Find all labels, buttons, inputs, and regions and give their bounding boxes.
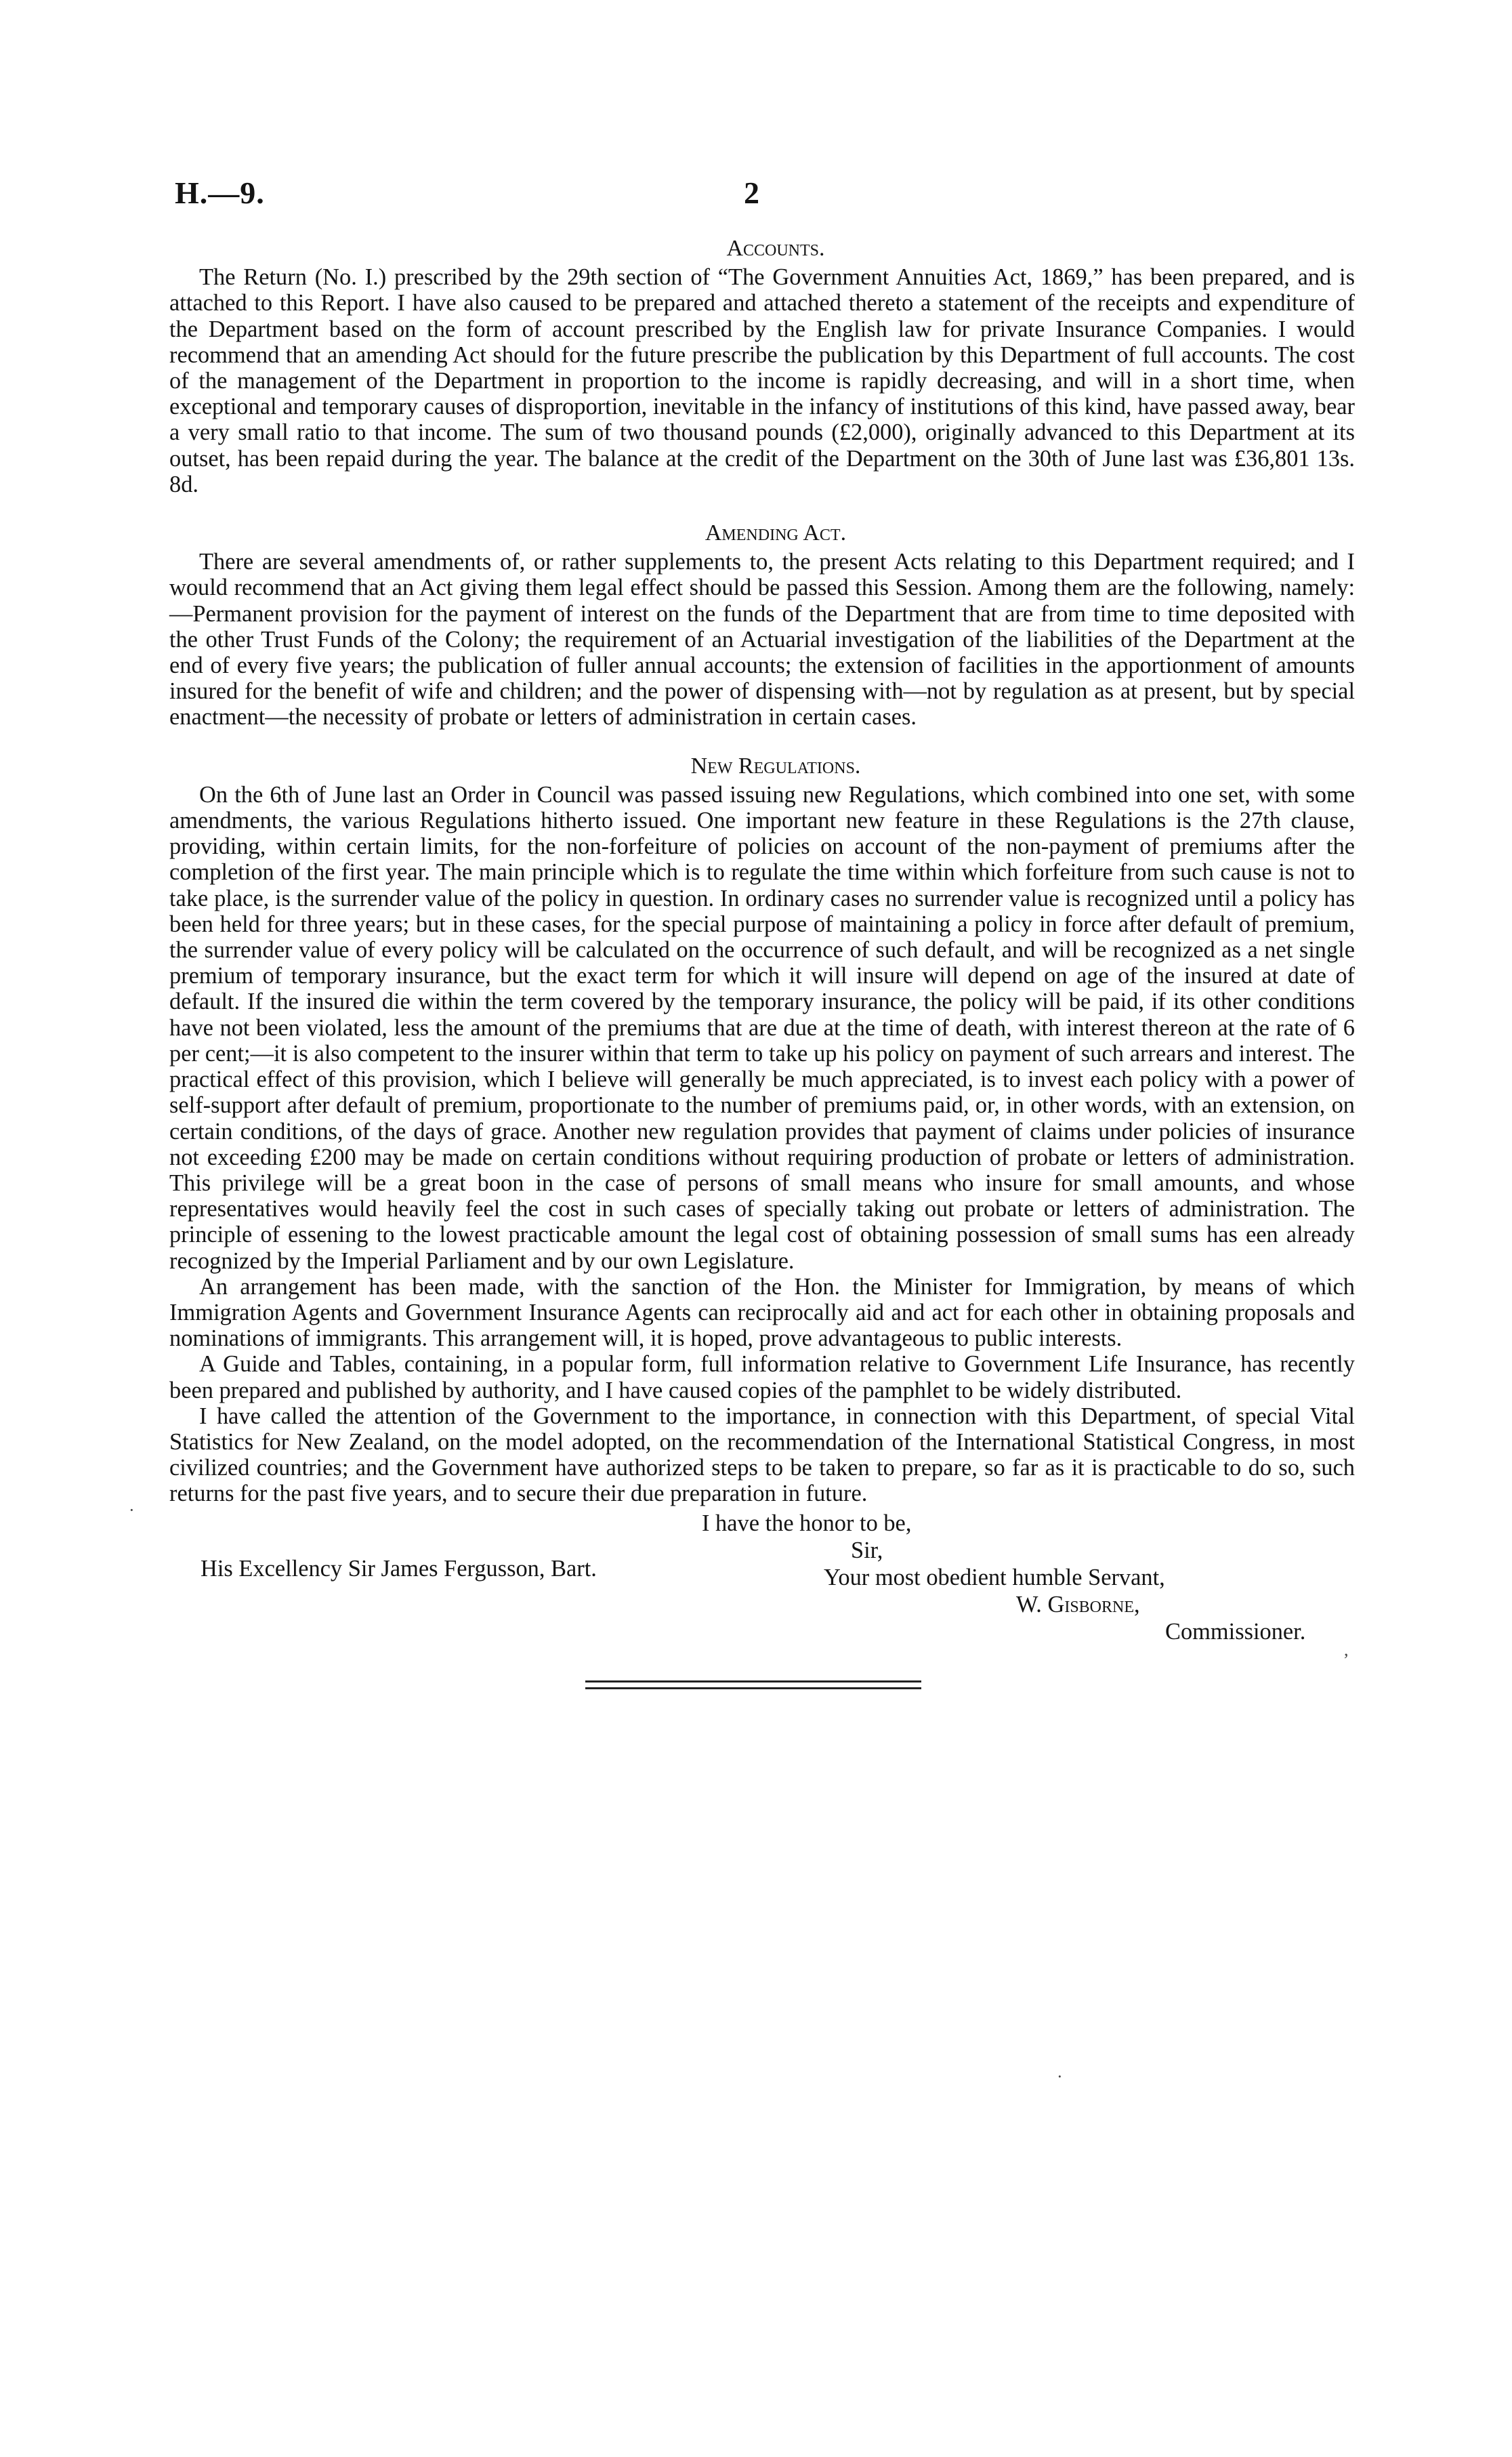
paragraph: A Guide and Tables, containing, in a popular form, full information relative to Government Life Insurance, has recently been prepared and published by authority, and I have caused copies of the pamphlet to be widely distributed. [169,1351,1355,1403]
parliamentary-paper-reference: H.—9. [175,176,265,210]
page-number: 2 [744,176,759,210]
closing-line: I have the honor to be, [702,1510,912,1536]
stray-mark: , [1344,1640,1349,1659]
end-rule [585,1680,921,1682]
stray-mark: · [1057,2067,1063,2086]
section-new-regulations [169,753,1355,1507]
section-amending-act [169,520,1355,730]
end-rule [585,1687,921,1689]
section-heading-amending-act: Amending Act. [705,520,847,546]
paragraph: There are several amendments of, or rather supplements to, the present Acts relating to this Department required; and I would recommend that an Act giving them legal effect should be passed this Session. Among them are the following, namely:—Permanent provision for the payment of interest on the funds of the Department that are from time to time deposited with the other Trust Funds of the Colony; the requirement of an Actuarial investigation of the liabilities of the Department at the end of every five years; the publication of fuller annual accounts; the extension of facilities in the apportionment of amounts insured for the benefit of wife and children; and the power of dispensing with—not by regulation as at present, but by special enactment—the necessity of probate or letters of administration in certain cases. [169,549,1355,730]
report-body [169,236,1355,1645]
addressee: His Excellency Sir James Fergusson, Bart. [201,1556,597,1582]
section-heading-accounts: Accounts. [726,236,825,261]
paragraph: An arrangement has been made, with the sanction of the Hon. the Minister for Immigration, by means of which Immigration Agents and Government Insurance Agents can reciprocally aid and act for each other in obtaining proposals and nominations of immigrants. This arrangement will, it is hoped, prove advantageous to public interests. [169,1273,1355,1352]
stray-mark: · [129,1500,135,1520]
closing-salutation: Sir, [851,1537,883,1563]
section-accounts [169,236,1355,497]
closing-line: Your most obedient humble Servant, [824,1564,1165,1590]
paragraph: I have called the attention of the Government to the importance, in connection with this Department, of special Vital Statistics for New Zealand, on the model adopted, on the recommendation of the International Statistical Congress, in most civilized countries; and the Government have authorized steps to be taken to prepare, so far as it is practicable to do so, such returns for the past five years, and to secure their due preparation in future. [169,1403,1355,1507]
paragraph: The Return (No. I.) prescribed by the 29th section of “The Government Annuities Act, 1869,” has been prepared, and is attached to this Report. I have also caused to be prepared and attached thereto a statement of the receipts and expenditure of the Department based on the form of account prescribed by the English law for private Insurance Companies. I would recommend that an amending Act should for the future prescribe the publication by this Department of full accounts. The cost of the management of the Department in proportion to the income is rapidly decreasing, and will in a short time, when exceptional and temporary causes of disproportion, inevitable in the infancy of institutions of this kind, have passed away, bear a very small ratio to that income. The sum of two thousand pounds (£2,000), originally advanced to this Department at its outset, has been repaid during the year. The balance at the credit of the Department on the 30th of June last was £36,801 13s. 8d. [169,264,1355,497]
section-heading-new-regulations: New Regulations. [690,753,861,779]
signatory-title: Commissioner. [1165,1618,1306,1645]
paragraph: On the 6th of June last an Order in Council was passed issuing new Regulations, which combined into one set, with some amendments, the various Regulations hitherto issued. One important new feature in these Regulations is the 27th clause, providing, within certain limits, for the non-forfeiture of policies on account of the non-payment of premiums after the completion of the first year. The main principle which is to regulate the time within which forfeiture from such cause is not to take place, is the surrender value of the policy in question. In ordinary cases no surrender value is recognized until a policy has been held for three years; but in these cases, for the special purpose of maintaining a policy in force after default of premium, the surrender value of every policy will be calculated on the occurrence of such default, and will be recognized as a net single premium of temporary insurance, but the exact term for which it will insure will depend on age of the insured at date of default. If the insured die within the term covered by the temporary insurance, the policy will be paid, if its other conditions have not been violated, less the amount of the premiums that are due at the time of death, with interest thereon at the rate of 6 per cent;—it is also competent to the insurer within that term to take up his policy on payment of such arrears and interest. The practical effect of this provision, which I believe will generally be much appreciated, is to invest each policy with a power of self-support after default of premium, proportionate to the number of premiums paid, or, in other words, with an extension, on certain conditions, of the days of grace. Another new regulation provides that payment of claims under policies of insurance not exceeding £200 may be made on certain conditions without requiring production of probate or letters of administration. This privilege will be a great boon in the case of persons of small means who insure for small amounts, and whose representatives would heavily feel the cost in such cases of specially taking out probate or letters of administration. The principle of essening to the lowest practicable amount the legal cost of obtaining possession of small sums has een already recognized by the Imperial Parliament and by our own Legislature. [169,781,1355,1274]
signature: W. Gisborne, [1016,1591,1140,1617]
